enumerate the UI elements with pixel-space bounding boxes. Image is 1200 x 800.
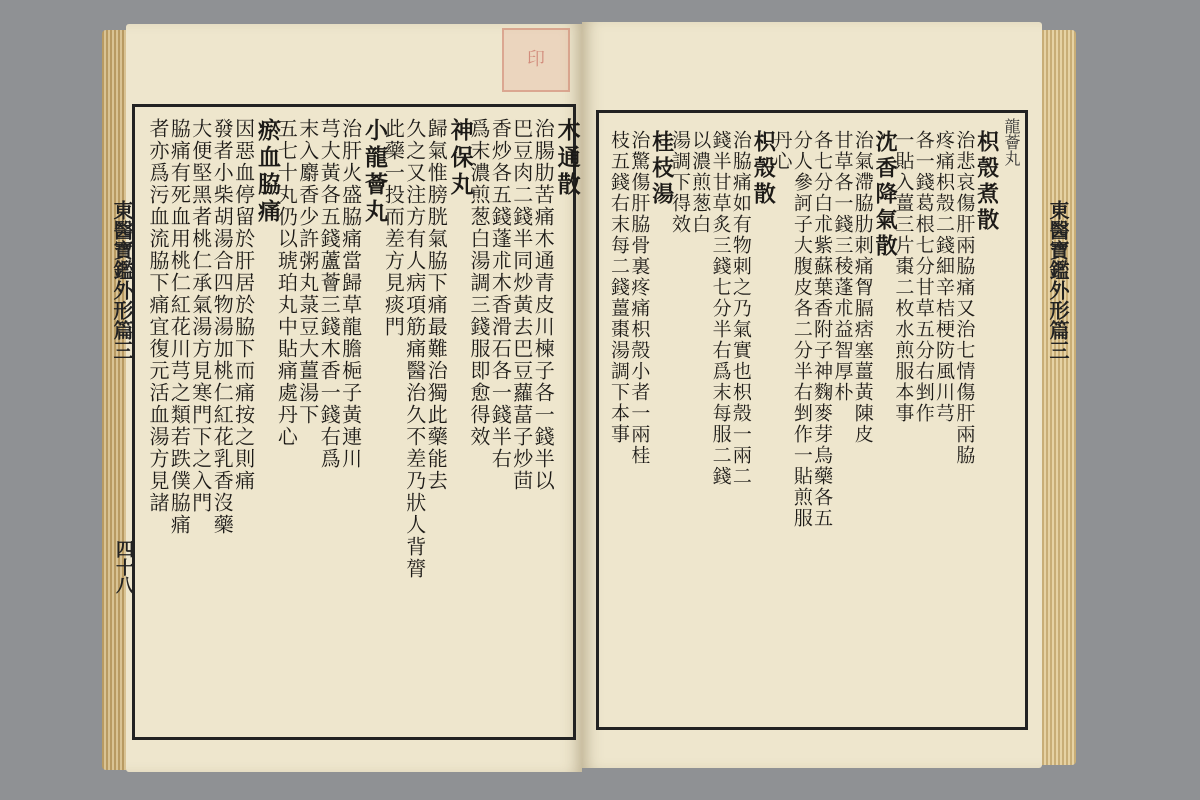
left-text-column-19: 者亦爲污血流脇下痛宜復元活血湯方見諸 (146, 118, 170, 514)
left-heading-14: 瘀血脇痛 (254, 118, 281, 226)
right-text-column-13: 錢半甘草炙三錢七分半右爲末每服二錢 (709, 130, 732, 487)
library-seal-stamp: 印 (502, 28, 570, 92)
right-text-column-3: 各一錢葛根七分甘草五分右剉作 (912, 130, 935, 424)
left-text-column-1: 治腸肋苦痛木通青皮川楝子各一錢半以 (531, 118, 556, 492)
right-heading-5: 沈香降氣散 (872, 130, 899, 260)
right-text-column-2: 疼痛枳殼二錢細辛桔梗防風川芎 (933, 130, 956, 424)
left-heading-9: 小龍薈丸 (361, 118, 388, 226)
right-margin-title: 東醫寶鑑外形篇三 (1046, 200, 1070, 360)
right-text-column-7: 甘草各一錢三稜蓬朮益智厚朴 (831, 130, 854, 403)
left-text-column-8: 此藥一投而差方見痰門 (381, 118, 406, 338)
left-text-column-11: 芎大黃各五錢蘆薈三錢木香一錢右爲 (317, 118, 342, 470)
left-text-column-10: 治肝火盛脇痛當歸草龍膽梔子黃連川 (338, 118, 363, 470)
left-text-column-12: 末入麝香少許粥丸菉豆大薑湯下 (295, 118, 320, 426)
right-text-column-14: 以濃煎葱白 (689, 130, 712, 235)
left-margin-title: 東醫寶鑑外形篇三 (110, 200, 134, 360)
left-text-column-18: 脇痛有死血用桃仁紅花川芎之類若跌僕脇痛 (167, 118, 192, 536)
right-text-column-9: 分人參訶子大腹皮各二分半右剉作一貼煎服 (790, 130, 813, 529)
left-text-column-7: 久之又注方有人病項筋痛醫治久不差乃狀人背膂 (402, 118, 427, 580)
left-text-column-3: 香炒各五錢蓬朮木香滑石各一錢半右 (488, 118, 513, 470)
right-text-column-18: 枝五錢右末每二錢薑棗湯調下本事 (608, 130, 630, 445)
left-text-column-6: 歸氣惟膀胱氣脇下痛最難治獨此藥能去 (424, 118, 449, 492)
right-text-column-4: 一貼入薑三片棗二枚水煎服本事 (892, 130, 915, 424)
right-text-column-1: 治悲哀傷肝兩脇痛又治七情傷肝兩脇 (953, 130, 976, 466)
left-text-column-17: 大便堅黑者桃仁承氣湯方見寒門下之入門 (188, 118, 213, 514)
left-text-column-16: 發者小柴胡湯合四物湯加桃仁紅花乳香沒藥 (210, 118, 235, 536)
right-text-column-8: 各七分白朮紫蘇葉香附子神麴麥芽烏藥各五 (811, 130, 834, 529)
right-text-column-17: 治驚傷肝脇骨裏疼痛枳殼小者一兩桂 (628, 130, 651, 466)
fold-page-number: 四十八 (113, 540, 134, 594)
right-heading-11: 枳殼散 (750, 130, 777, 208)
left-text-column-13: 五七十丸仍以琥珀丸中貼痛處丹心 (274, 118, 299, 448)
left-text-column-4: 爲末濃煎葱白湯調三錢服即愈得效 (467, 118, 491, 448)
right-tail-note: 龍薈丸 (1002, 118, 1021, 166)
left-text-column-15: 因惡血停留於肝居於脇下而痛按之則痛 (231, 118, 256, 492)
right-text-column-12: 治脇痛如有物刺之乃氣實也枳殼一兩二 (729, 130, 752, 487)
right-heading-0: 枳殼煮散 (973, 130, 1000, 234)
right-text-column-6: 治氣滯脇肋刺痛胷膈痞塞薑黃陳皮 (851, 130, 874, 445)
right-text-column-10: 丹心 (770, 130, 793, 172)
left-heading-0: 木通散 (553, 118, 581, 199)
right-heading-16: 桂枝湯 (648, 130, 675, 208)
left-heading-5: 神保丸 (446, 118, 474, 199)
right-text-column-15: 湯調下得效 (668, 130, 691, 235)
left-text-column-2: 巴豆肉二錢半同炒黃去巴豆蘿葍子炒茴 (509, 118, 534, 492)
